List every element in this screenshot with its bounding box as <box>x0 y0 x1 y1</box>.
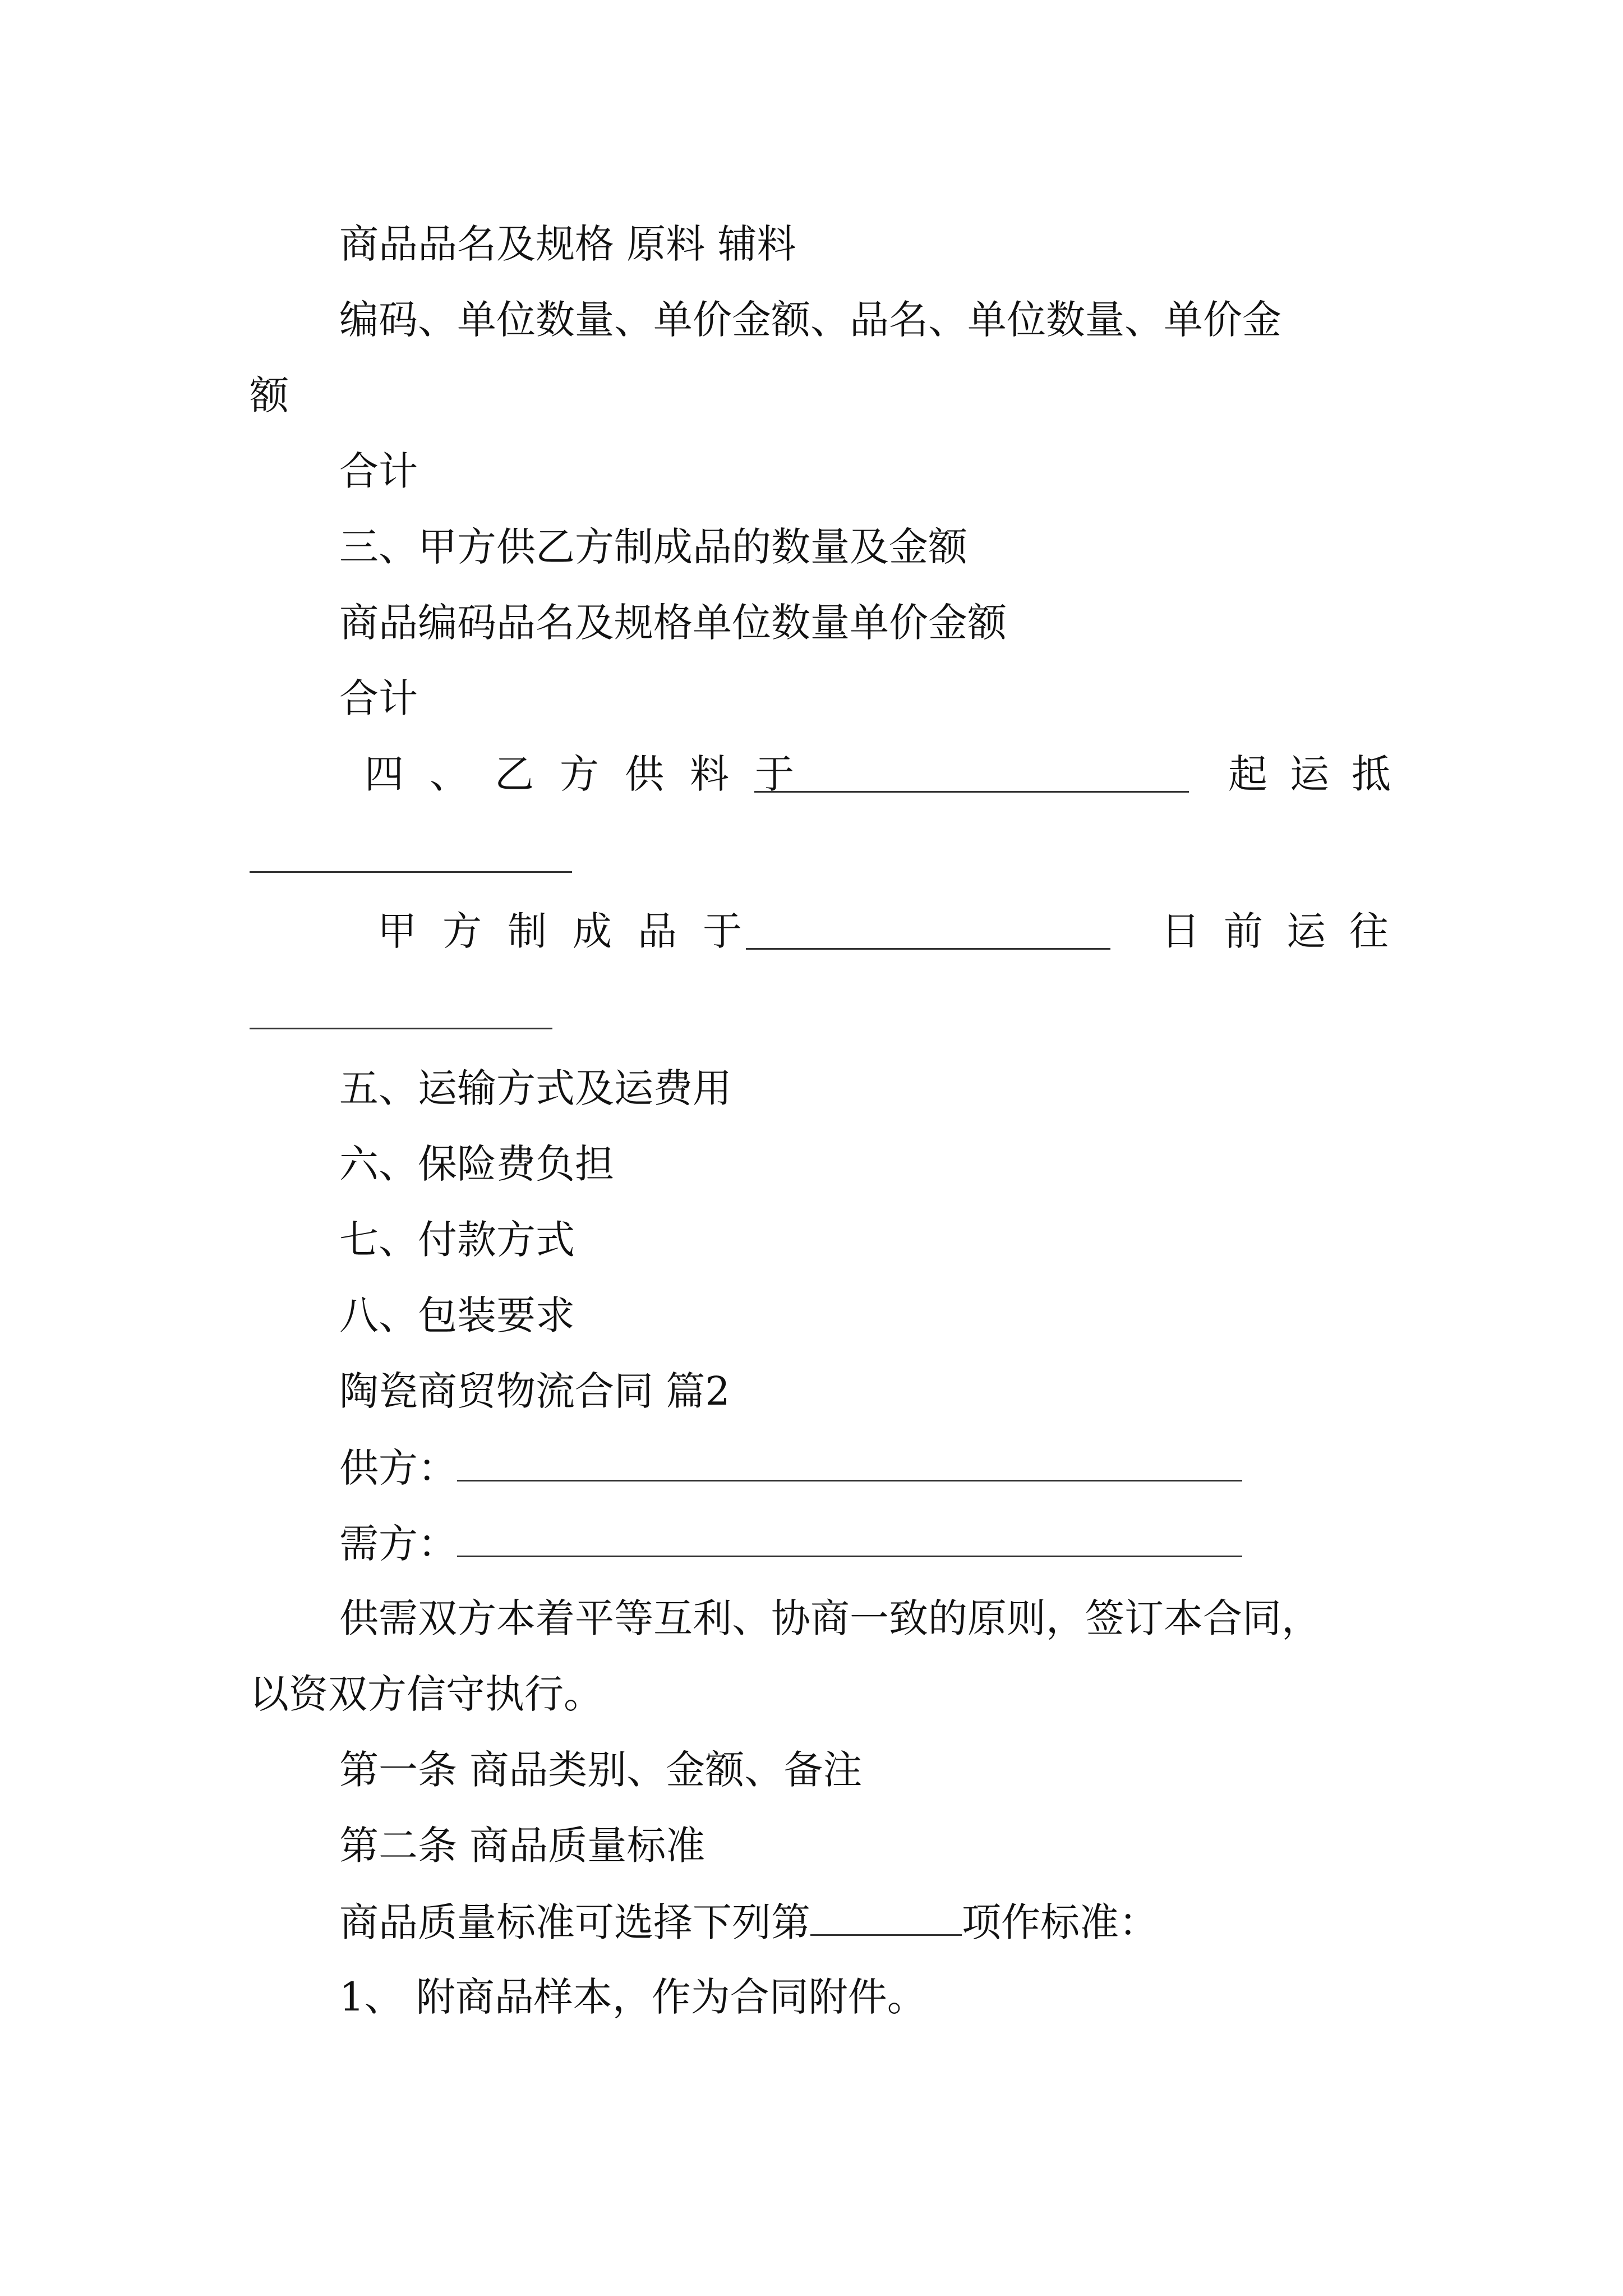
section-four-text: 四、乙方供料于 <box>365 751 820 797</box>
contract-title-part2: 陶瓷商贸物流合同 篇2 <box>339 1368 730 1414</box>
text-line-total-1: 合计 <box>339 448 418 494</box>
article-one-heading: 第一条 商品类别、金额、备注 <box>339 1747 863 1793</box>
blank-supply-place <box>754 758 1189 793</box>
text-line-principle-cont: 以资双方信守执行。 <box>250 1671 603 1717</box>
section-three-heading: 三、甲方供乙方制成品的数量及金额 <box>339 524 967 570</box>
text-line-quality-standard <box>339 1899 1158 1945</box>
blank-finished-date <box>746 915 1110 950</box>
quality-standard-text-end: 项作标准： <box>962 1899 1158 1945</box>
text-line-principle: 供需双方本着平等互利、协商一致的原则，签订本合同， <box>339 1595 1321 1641</box>
section-six-heading: 六、保险费负担 <box>339 1141 614 1187</box>
buyer-label-text: 需方： <box>339 1521 457 1567</box>
section-eight-heading: 八、包装要求 <box>339 1292 575 1338</box>
text-line-total-2: 合计 <box>339 675 418 721</box>
finished-goods-text: 甲方制成品于 <box>377 908 768 954</box>
quality-standard-text: 商品质量标准可选择下列第 <box>339 1899 810 1945</box>
buyer-label <box>339 1521 1242 1567</box>
blank-destination-line <box>250 871 572 873</box>
supplier-blank <box>457 1447 1242 1481</box>
text-line-columns-cont: 额 <box>250 372 289 418</box>
supplier-label <box>339 1445 1242 1491</box>
text-line-columns: 编码、单位数量、单价金额、品名、单位数量、单价金 <box>339 297 1281 343</box>
section-four-dest: 起运抵 <box>1228 751 1413 797</box>
finished-goods-dest: 日前运往 <box>1161 908 1412 954</box>
text-line-goods-spec: 商品品名及规格 原料 辅料 <box>339 221 796 267</box>
buyer-blank <box>457 1523 1242 1557</box>
text-line-product-columns: 商品编码品名及规格单位数量单价金额 <box>339 600 1007 646</box>
article-two-heading: 第二条 商品质量标准 <box>339 1823 706 1869</box>
quality-item-blank <box>810 1902 962 1936</box>
section-five-heading: 五、运输方式及运费用 <box>339 1065 732 1111</box>
supplier-label-text: 供方： <box>339 1445 457 1491</box>
blank-finished-dest-line <box>250 1028 552 1029</box>
section-seven-heading: 七、付款方式 <box>339 1217 575 1263</box>
list-item-sample: 1、 附商品样本，作为合同附件。 <box>339 1974 926 2020</box>
